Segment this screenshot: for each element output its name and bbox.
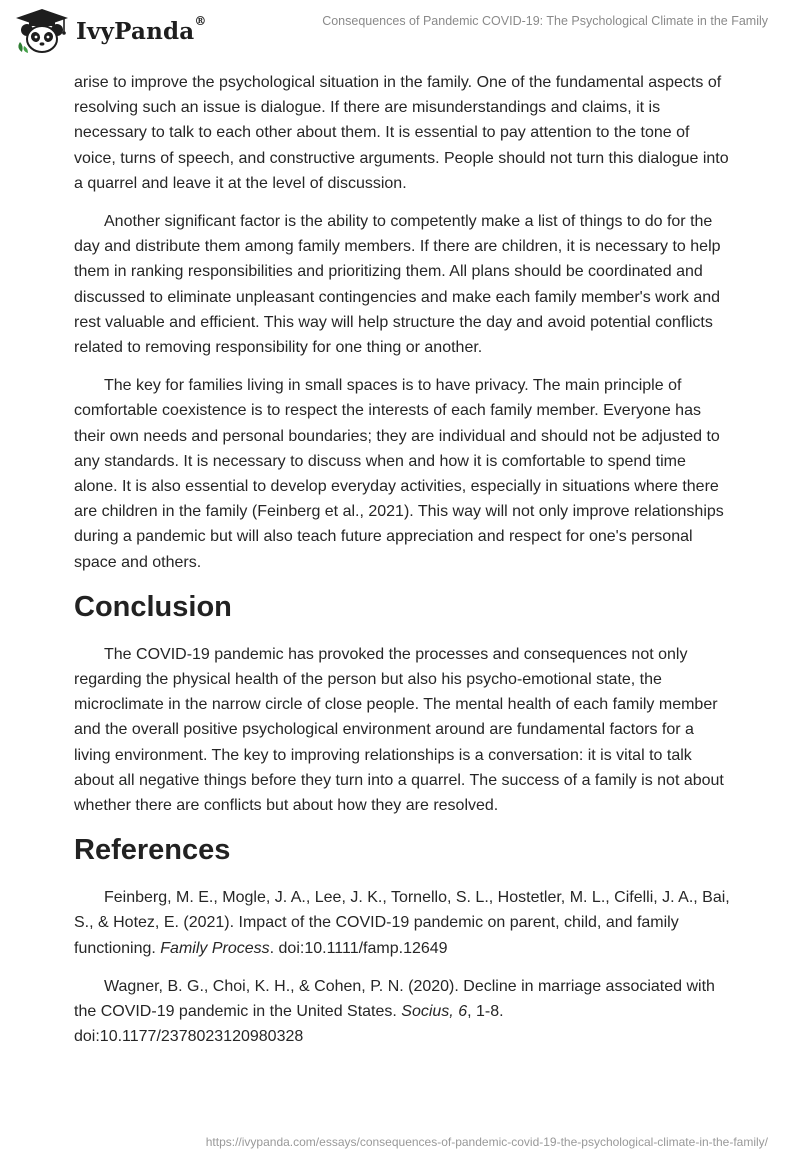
reference-text: Feinberg, M. E., Mogle, J. A., Lee, J. K., Tornello, S. L., Hostetler, M. L., Cifelli, J. A., Bai, S., & Hotez, E. (2021). Impact of the COVID-19 pandemic on parent, child, and family functioning. xyxy=(74,889,730,957)
brand-name xyxy=(76,13,207,45)
body-paragraph: The key for families living in small spaces is to have privacy. The main principle of comfortable coexistence is to respect the interests of each family member. Everyone has their own needs and personal boundaries; they are individual and should not be adjusted to any standards. It is necessary to discuss when and how it is comfortable to spend time alone. It is also essential to develop everyday activities, especially in situations where there are children in the family (Feinberg et al., 2021). This way will not only improve relationships during a pandemic but will also teach future appreciation and respect for one's personal space and others. xyxy=(74,377,724,571)
reference-journal: Family Process xyxy=(160,939,270,957)
reference-journal: Socius, 6 xyxy=(401,1003,468,1021)
essay-content xyxy=(74,70,730,1063)
reference-text: Wagner, B. G., Choi, K. H., & Cohen, P. N. (2020). Decline in marriage associated with the COVID-19 pandemic in the United States. xyxy=(74,977,715,1021)
body-paragraph: arise to improve the psychological situation in the family. One of the fundamental aspects of resolving such an issue is dialogue. If there are misunderstandings and claims, it is necessary to talk to each other about them. It is essential to pay attention to the tone of voice, turns of speech, and constructive arguments. People should not turn this dialogue into a quarrel and leave it at the level of discussion. xyxy=(74,74,729,192)
document-title: Consequences of Pandemic COVID-19: The Psychological Climate in the Family xyxy=(322,14,768,28)
page-header xyxy=(0,0,800,66)
brand-name-text: IvyPanda xyxy=(76,17,195,45)
reference-item xyxy=(74,885,730,961)
conclusion-heading: Conclusion xyxy=(74,590,232,623)
source-url[interactable]: https://ivypanda.com/essays/consequences-of-pandemic-covid-19-the-psychological-climate-in-the-family/ xyxy=(205,1135,768,1149)
body-paragraph: Another significant factor is the ability to competently make a list of things to do for the day and distribute them among family members. If there are children, it is necessary to help them in ranking responsibilities and prioritizing them. All plans should be coordinated and discussed to eliminate unpleasant contingencies and make each family member's work and rest valuable and efficient. This way will help structure the day and avoid potential conflicts related to removing responsibility for one thing or another. xyxy=(74,213,721,357)
panda-graduate-icon xyxy=(14,8,70,54)
reference-doi: , 1-8. doi:10.1177/2378023120980328 xyxy=(74,1003,504,1046)
brand-registered-mark: ® xyxy=(194,13,207,28)
brand-logo[interactable] xyxy=(14,8,207,54)
reference-doi: . doi:10.1111/famp.12649 xyxy=(269,939,448,957)
references-heading: References xyxy=(74,834,231,867)
reference-item xyxy=(74,974,730,1050)
conclusion-paragraph: The COVID-19 pandemic has provoked the processes and consequences not only regarding the physical health of the person but also his psycho-emotional state, the microclimate in the narrow circle of close people. The mental health of each family member and the overall positive psychological environment around are fundamental factors for a living environment. The key to improving relationships is a conversation: it is vital to talk about all negative things before they turn into a quarrel. The success of a family is not about whether there are conflicts but about how they are resolved. xyxy=(74,645,724,815)
